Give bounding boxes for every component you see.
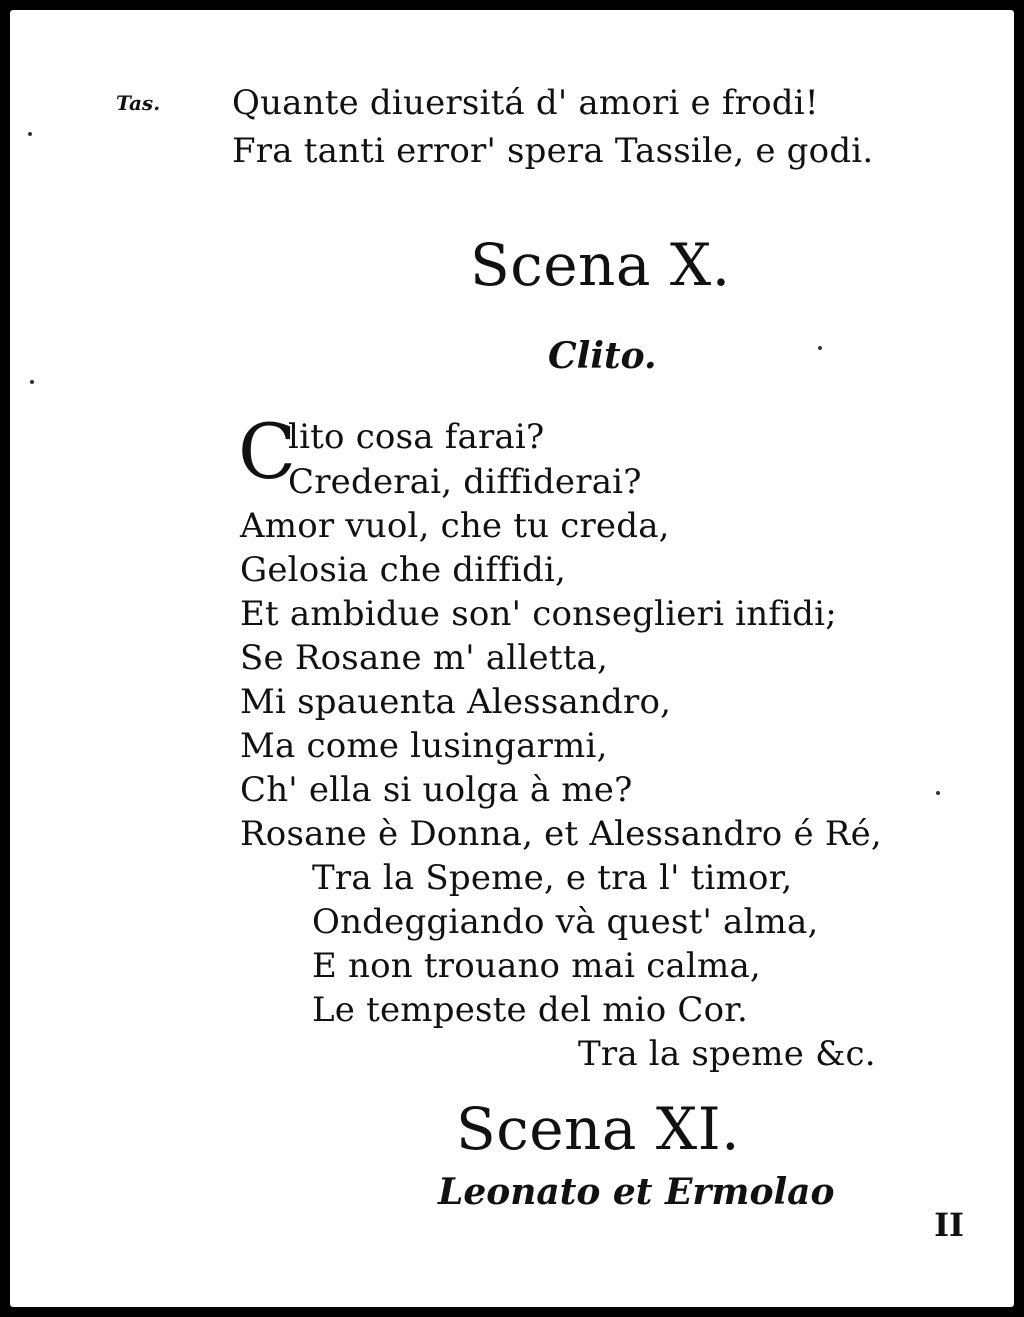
scene-x-line-5: Et ambidue son' conseglieri infidi; [240, 594, 837, 634]
scene-xi-heading: Scena XI. [456, 1095, 741, 1163]
scene-x-line-6: Se Rosane m' alletta, [240, 638, 608, 678]
scene-x-line-1: lito cosa farai? [288, 417, 545, 457]
scene-x-line-14: Le tempeste del mio Cor. [312, 990, 749, 1030]
left-speaker-label: Tas. [116, 91, 161, 115]
scene-x-line-4: Gelosia che diffidi, [240, 550, 567, 590]
print-speck [818, 346, 822, 350]
scene-x-line-15: Tra la speme &c. [578, 1034, 876, 1074]
scene-x-line-7: Mi spauenta Alessandro, [240, 682, 672, 722]
scene-x-line-10: Rosane è Donna, et Alessandro é Ré, [240, 814, 882, 854]
scene-x-line-13: E non trouano mai calma, [312, 946, 761, 986]
page-number: II [934, 1206, 964, 1244]
intro-line-1: Quante diuersitá d' amori e frodi! [232, 83, 819, 123]
print-speck [936, 791, 940, 795]
scene-x-line-9: Ch' ella si uolga à me? [240, 770, 633, 810]
scene-x-line-11: Tra la Speme, e tra l' timor, [312, 858, 793, 898]
scene-x-heading: Scena X. [470, 231, 731, 299]
scene-xi-characters: Leonato et Ermolao [438, 1171, 835, 1213]
book-page [10, 10, 1014, 1307]
scene-x-line-2: Crederai, diffiderai? [288, 462, 642, 502]
dropcap-letter: C [238, 407, 297, 496]
intro-line-2: Fra tanti error' spera Tassile, e godi. [232, 131, 874, 171]
scene-x-character: Clito. [548, 335, 657, 377]
scene-x-line-3: Amor vuol, che tu creda, [240, 506, 670, 546]
scene-x-line-12: Ondeggiando và quest' alma, [312, 902, 819, 942]
scene-x-line-8: Ma come lusingarmi, [240, 726, 608, 766]
print-speck [30, 380, 34, 384]
print-speck [28, 132, 32, 136]
